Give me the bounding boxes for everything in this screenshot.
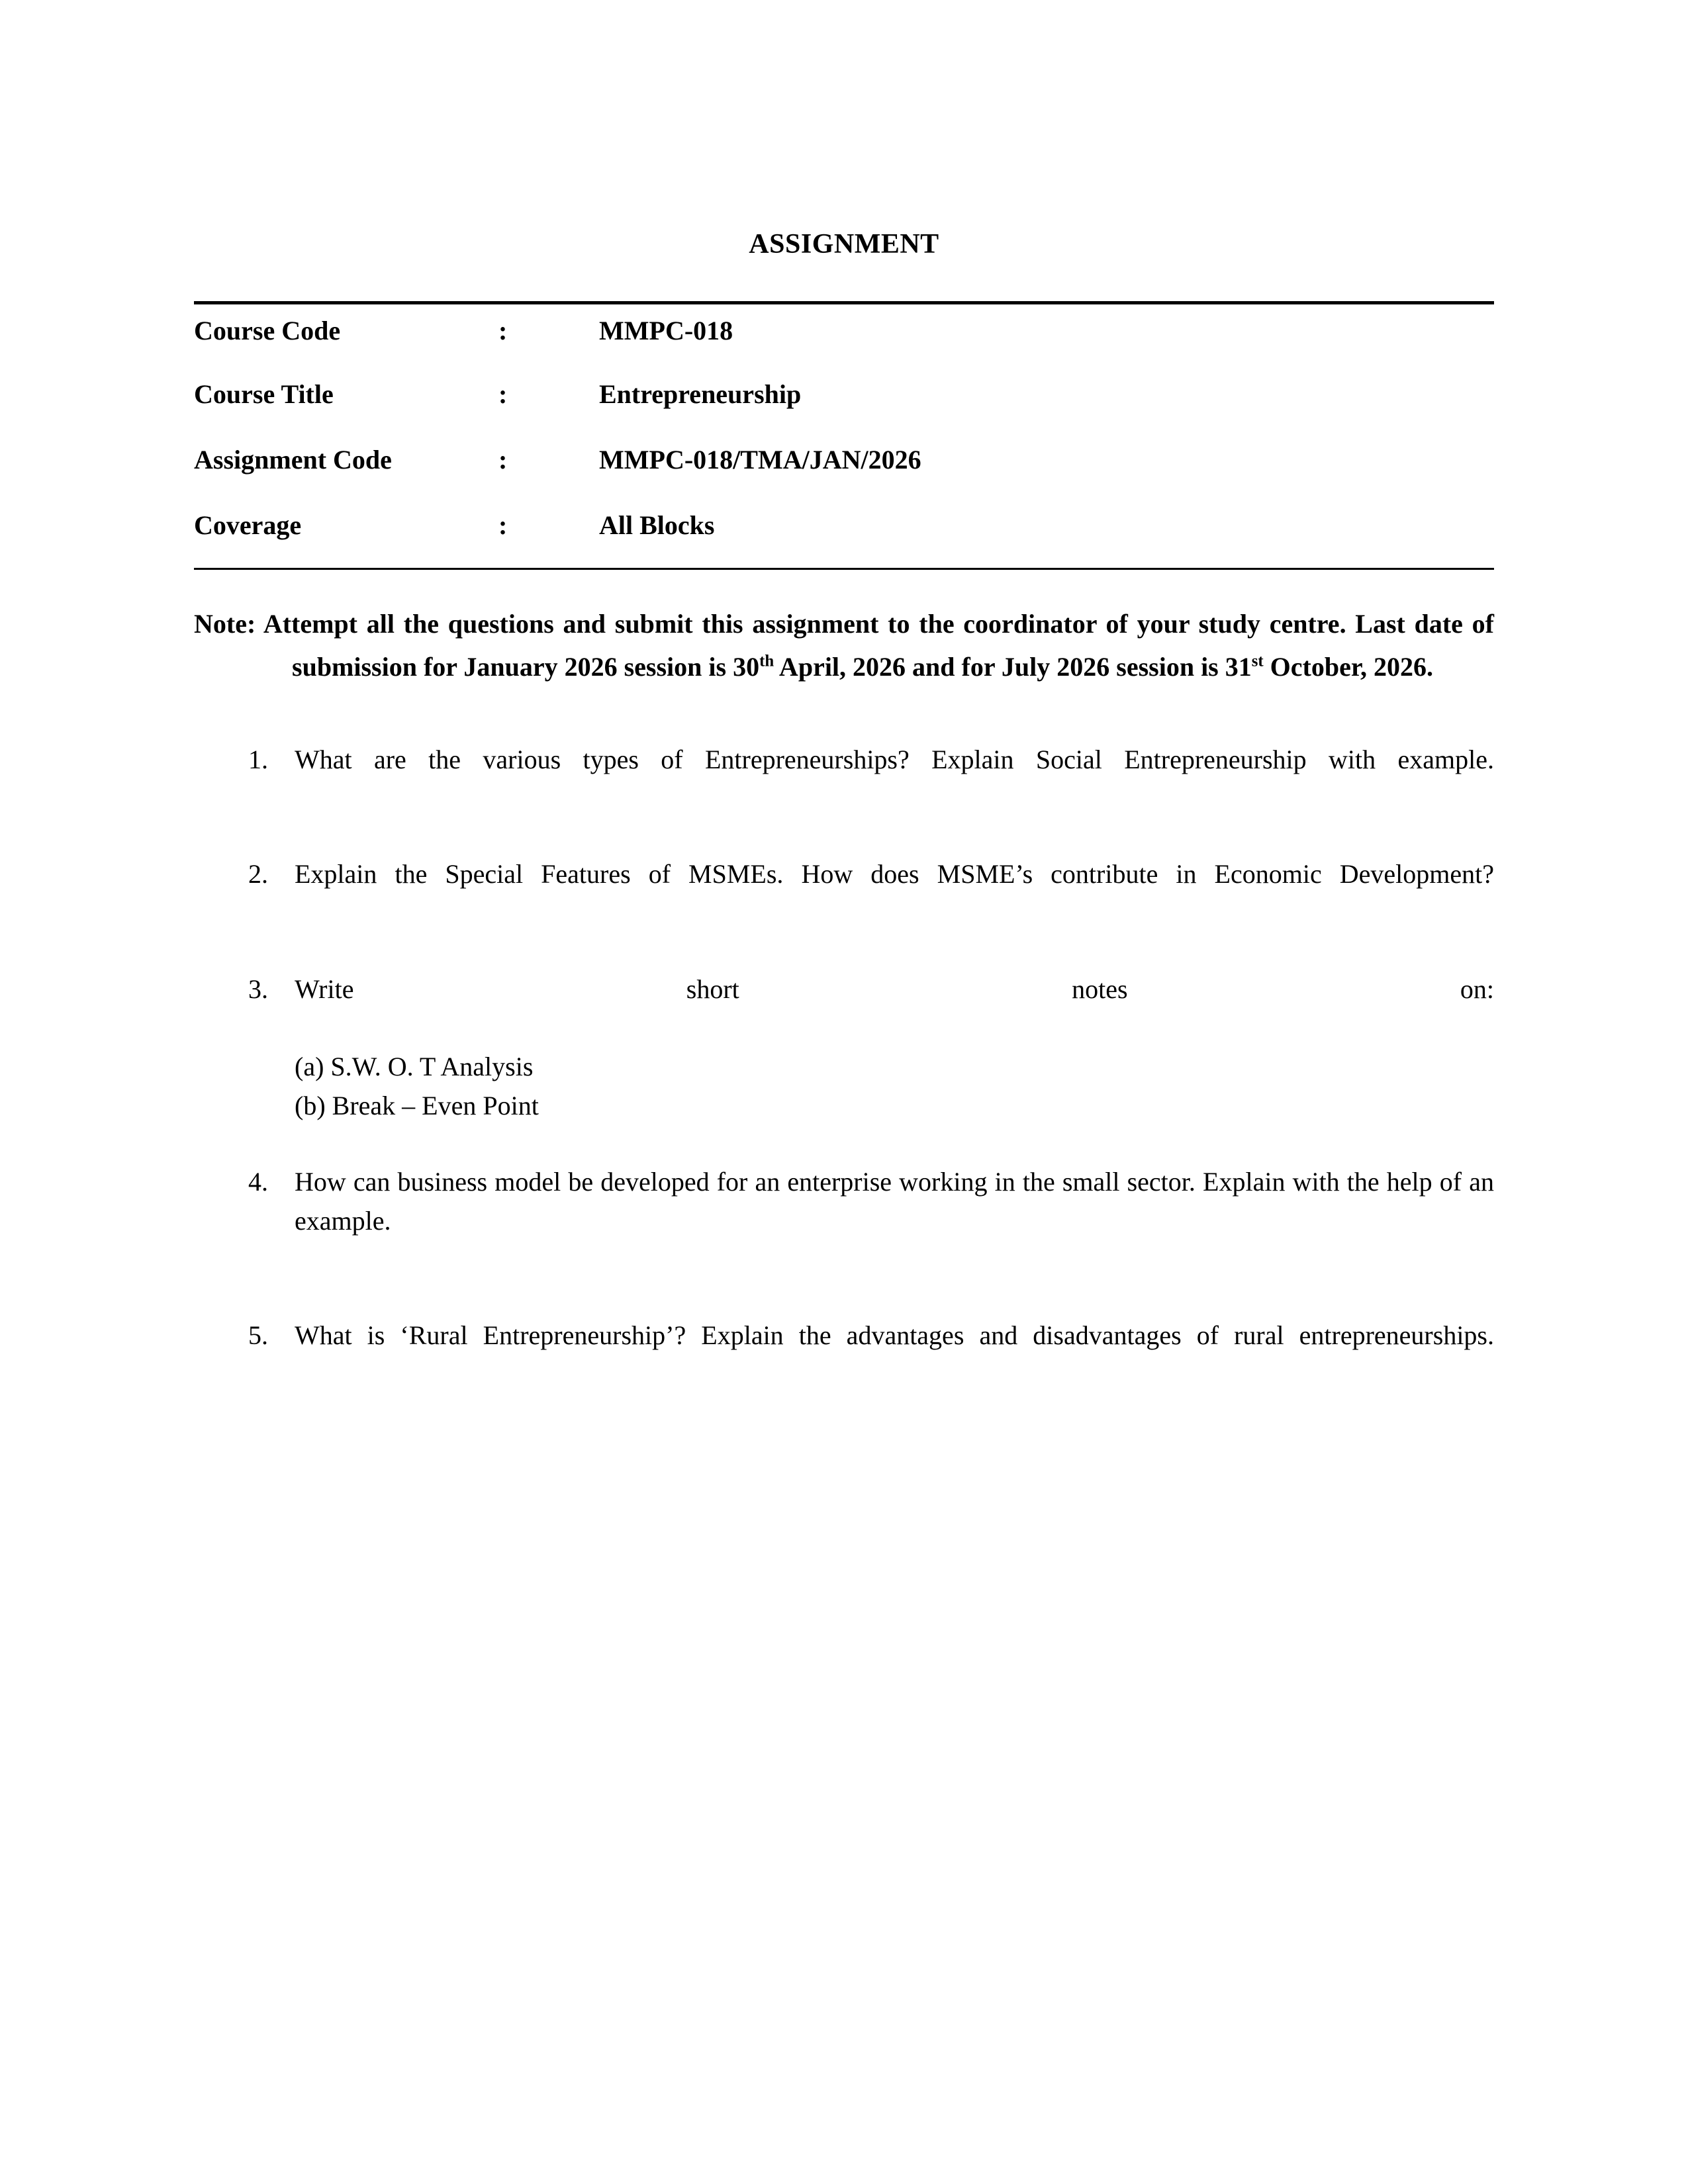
note-prefix: Note: [194, 609, 256, 639]
course-meta-table [194, 304, 1494, 568]
table-row [194, 304, 1494, 381]
note-ordinal-suffix-st: st [1251, 652, 1264, 670]
question-number: 1. [248, 744, 268, 774]
question-text: What is ‘Rural Entrepreneurship’? Explain the advantages and disadvantages of rural entrepreneurships. [295, 1320, 1494, 1351]
list-item: (a) S.W. O. T Analysis [295, 1052, 534, 1082]
list-item [194, 1163, 1494, 1279]
list-item [194, 741, 1494, 819]
list-item [194, 855, 1494, 933]
question-number: 4. [248, 1166, 268, 1197]
note-text-part-3: October, 2026. [1263, 651, 1433, 682]
page-title: ASSIGNMENT [749, 229, 939, 259]
question-number: 5. [248, 1320, 268, 1351]
note-text-part-2: April, 2026 and for July 2026 session is 31 [774, 651, 1252, 682]
question-text: Explain the Special Features of MSMEs. How does MSME’s contribute in Economic Development? [295, 859, 1494, 889]
list-item [194, 1316, 1494, 1394]
meta-label-coverage: Coverage [194, 510, 302, 540]
question-list [194, 741, 1494, 1394]
course-meta-block [194, 301, 1494, 570]
meta-label-course-title: Course Title [194, 379, 334, 409]
question-subitem-list [295, 1048, 1494, 1126]
submission-note [194, 603, 1494, 689]
table-row [194, 512, 1494, 568]
note-ordinal-suffix-th: th [759, 652, 774, 670]
meta-colon: : [498, 316, 508, 345]
page-content [194, 0, 1494, 1405]
meta-label-assignment-code: Assignment Code [194, 445, 392, 475]
meta-value-course-code: MMPC-018 [599, 316, 733, 345]
meta-label-course-code: Course Code [194, 316, 341, 345]
meta-colon: : [498, 379, 508, 409]
list-item [194, 970, 1494, 1126]
question-number: 2. [248, 859, 268, 889]
meta-colon: : [498, 445, 508, 475]
list-item: (b) Break – Even Point [295, 1091, 539, 1121]
note-text-part-1: Attempt all the questions and submit this assignment to the coordinator of your study centre. Last date of submission for January 2026 session is 30 [256, 609, 1494, 682]
meta-value-course-title: Entrepreneurship [599, 379, 802, 409]
table-row [194, 381, 1494, 447]
meta-value-coverage: All Blocks [599, 510, 715, 540]
question-text: What are the various types of Entrepreneurships? Explain Social Entrepreneurship with example. [295, 744, 1494, 774]
question-text: How can business model be developed for an enterprise working in the small sector. Explain with the help of an example. [295, 1166, 1494, 1236]
table-row [194, 447, 1494, 512]
question-number: 3. [248, 974, 268, 1004]
meta-value-assignment-code: MMPC-018/TMA/JAN/2026 [599, 445, 921, 475]
meta-colon: : [498, 510, 508, 540]
question-text: Write short notes on: [295, 974, 1494, 1004]
